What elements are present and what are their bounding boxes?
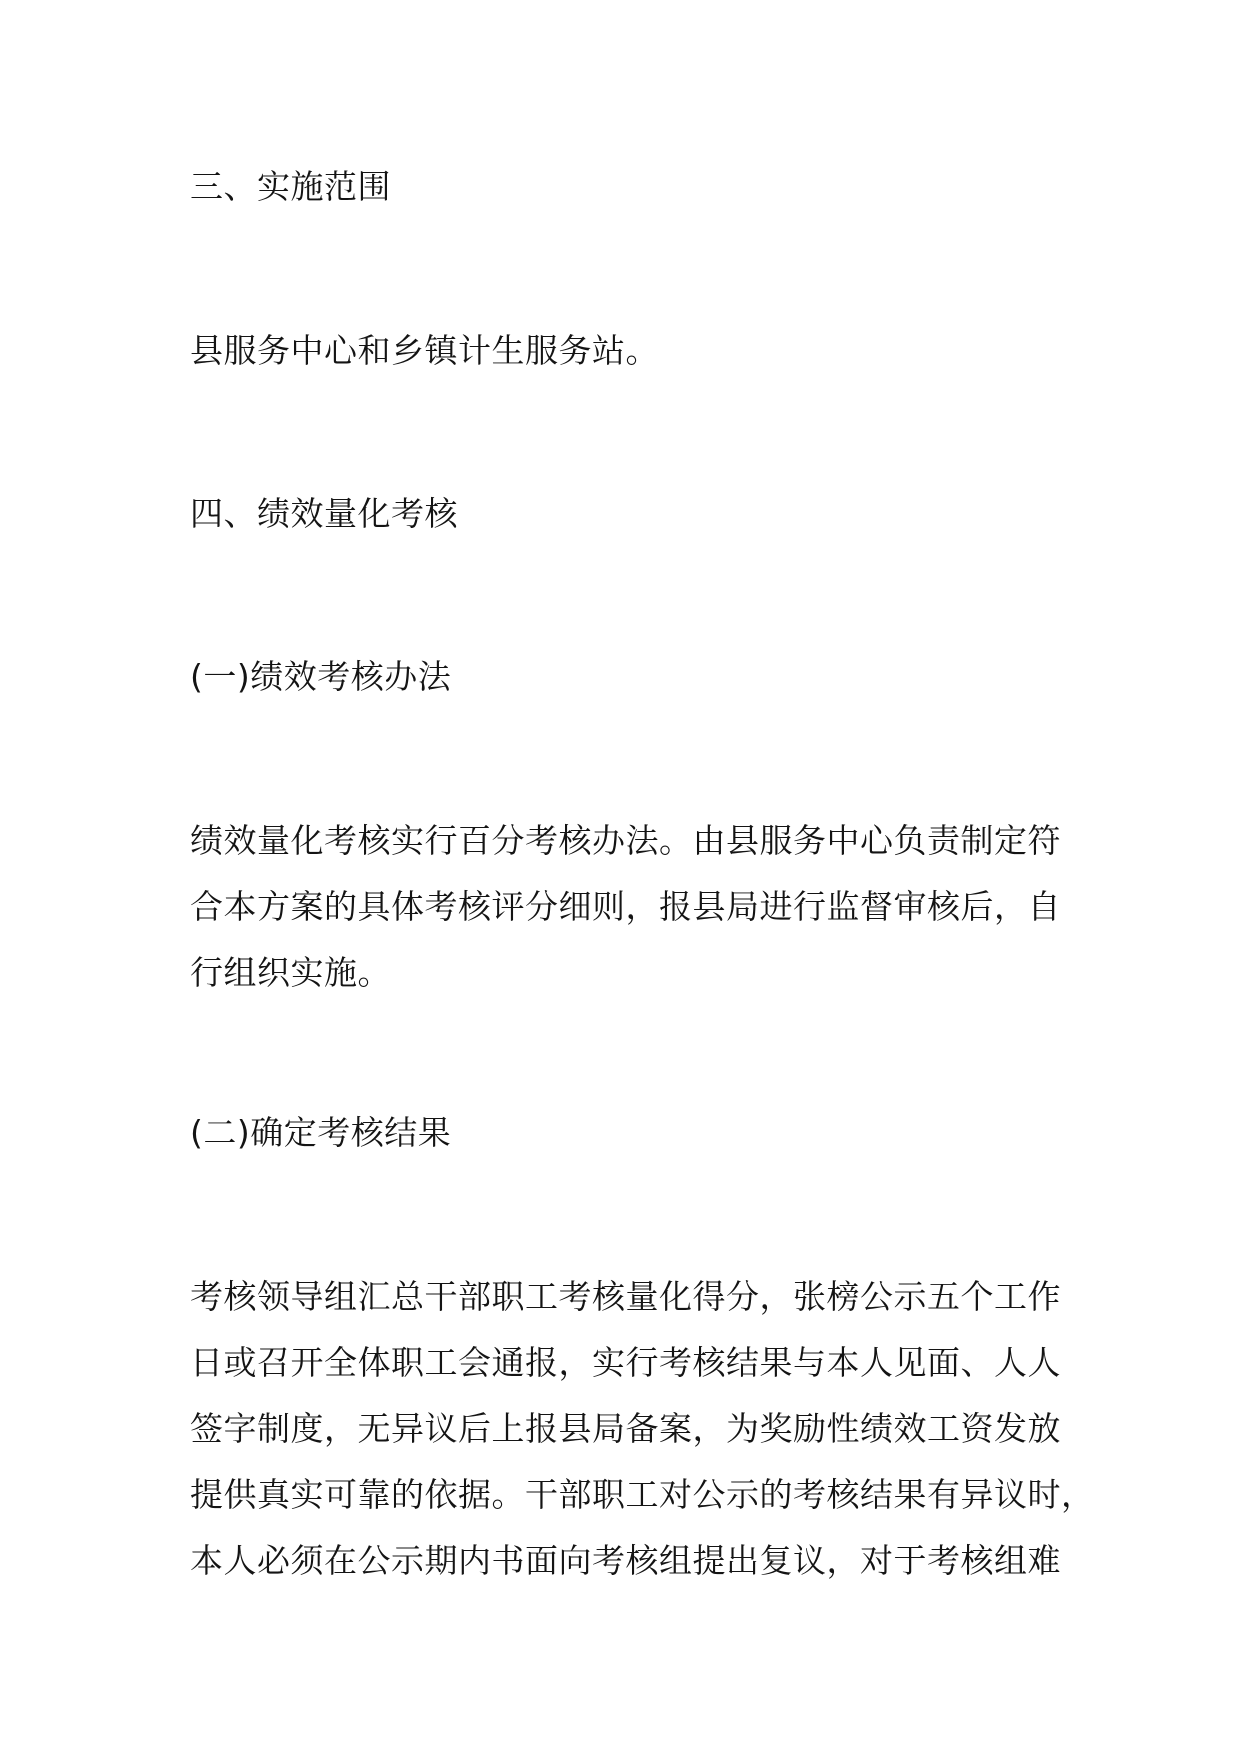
heading-text: 四、绩效量化考核 xyxy=(190,494,458,533)
paragraph-line: 日或召开全体职工会通报，实行考核结果与本人见面、人人 xyxy=(190,1343,1061,1382)
heading-text: (一)绩效考核办法 xyxy=(190,657,452,696)
sub-heading-method xyxy=(190,644,1070,710)
paragraph-line: 签字制度，无异议后上报县局备案，为奖励性绩效工资发放 xyxy=(190,1409,1061,1448)
section-heading-assessment xyxy=(190,481,1070,547)
paragraph-line: 行组织实施。 xyxy=(190,953,391,992)
heading-text: 三、实施范围 xyxy=(190,167,391,206)
sub-heading-result xyxy=(190,1100,1070,1166)
paragraph-line: 绩效量化考核实行百分考核办法。由县服务中心负责制定符 xyxy=(190,821,1061,860)
paragraph-line: 本人必须在公示期内书面向考核组提出复议，对于考核组难 xyxy=(190,1541,1061,1580)
paragraph-line: 县服务中心和乡镇计生服务站。 xyxy=(190,331,659,370)
paragraph-scope xyxy=(190,318,1070,384)
paragraph-line: 合本方案的具体考核评分细则，报县局进行监督审核后，自 xyxy=(190,887,1061,926)
paragraph-line: 提供真实可靠的依据。干部职工对公示的考核结果有异议时， xyxy=(190,1475,1095,1514)
section-heading-scope xyxy=(190,154,1070,220)
heading-text: (二)确定考核结果 xyxy=(190,1113,452,1152)
paragraph-method xyxy=(190,808,1070,1006)
paragraph-line: 考核领导组汇总干部职工考核量化得分，张榜公示五个工作 xyxy=(190,1277,1061,1316)
paragraph-result xyxy=(190,1264,1095,1594)
